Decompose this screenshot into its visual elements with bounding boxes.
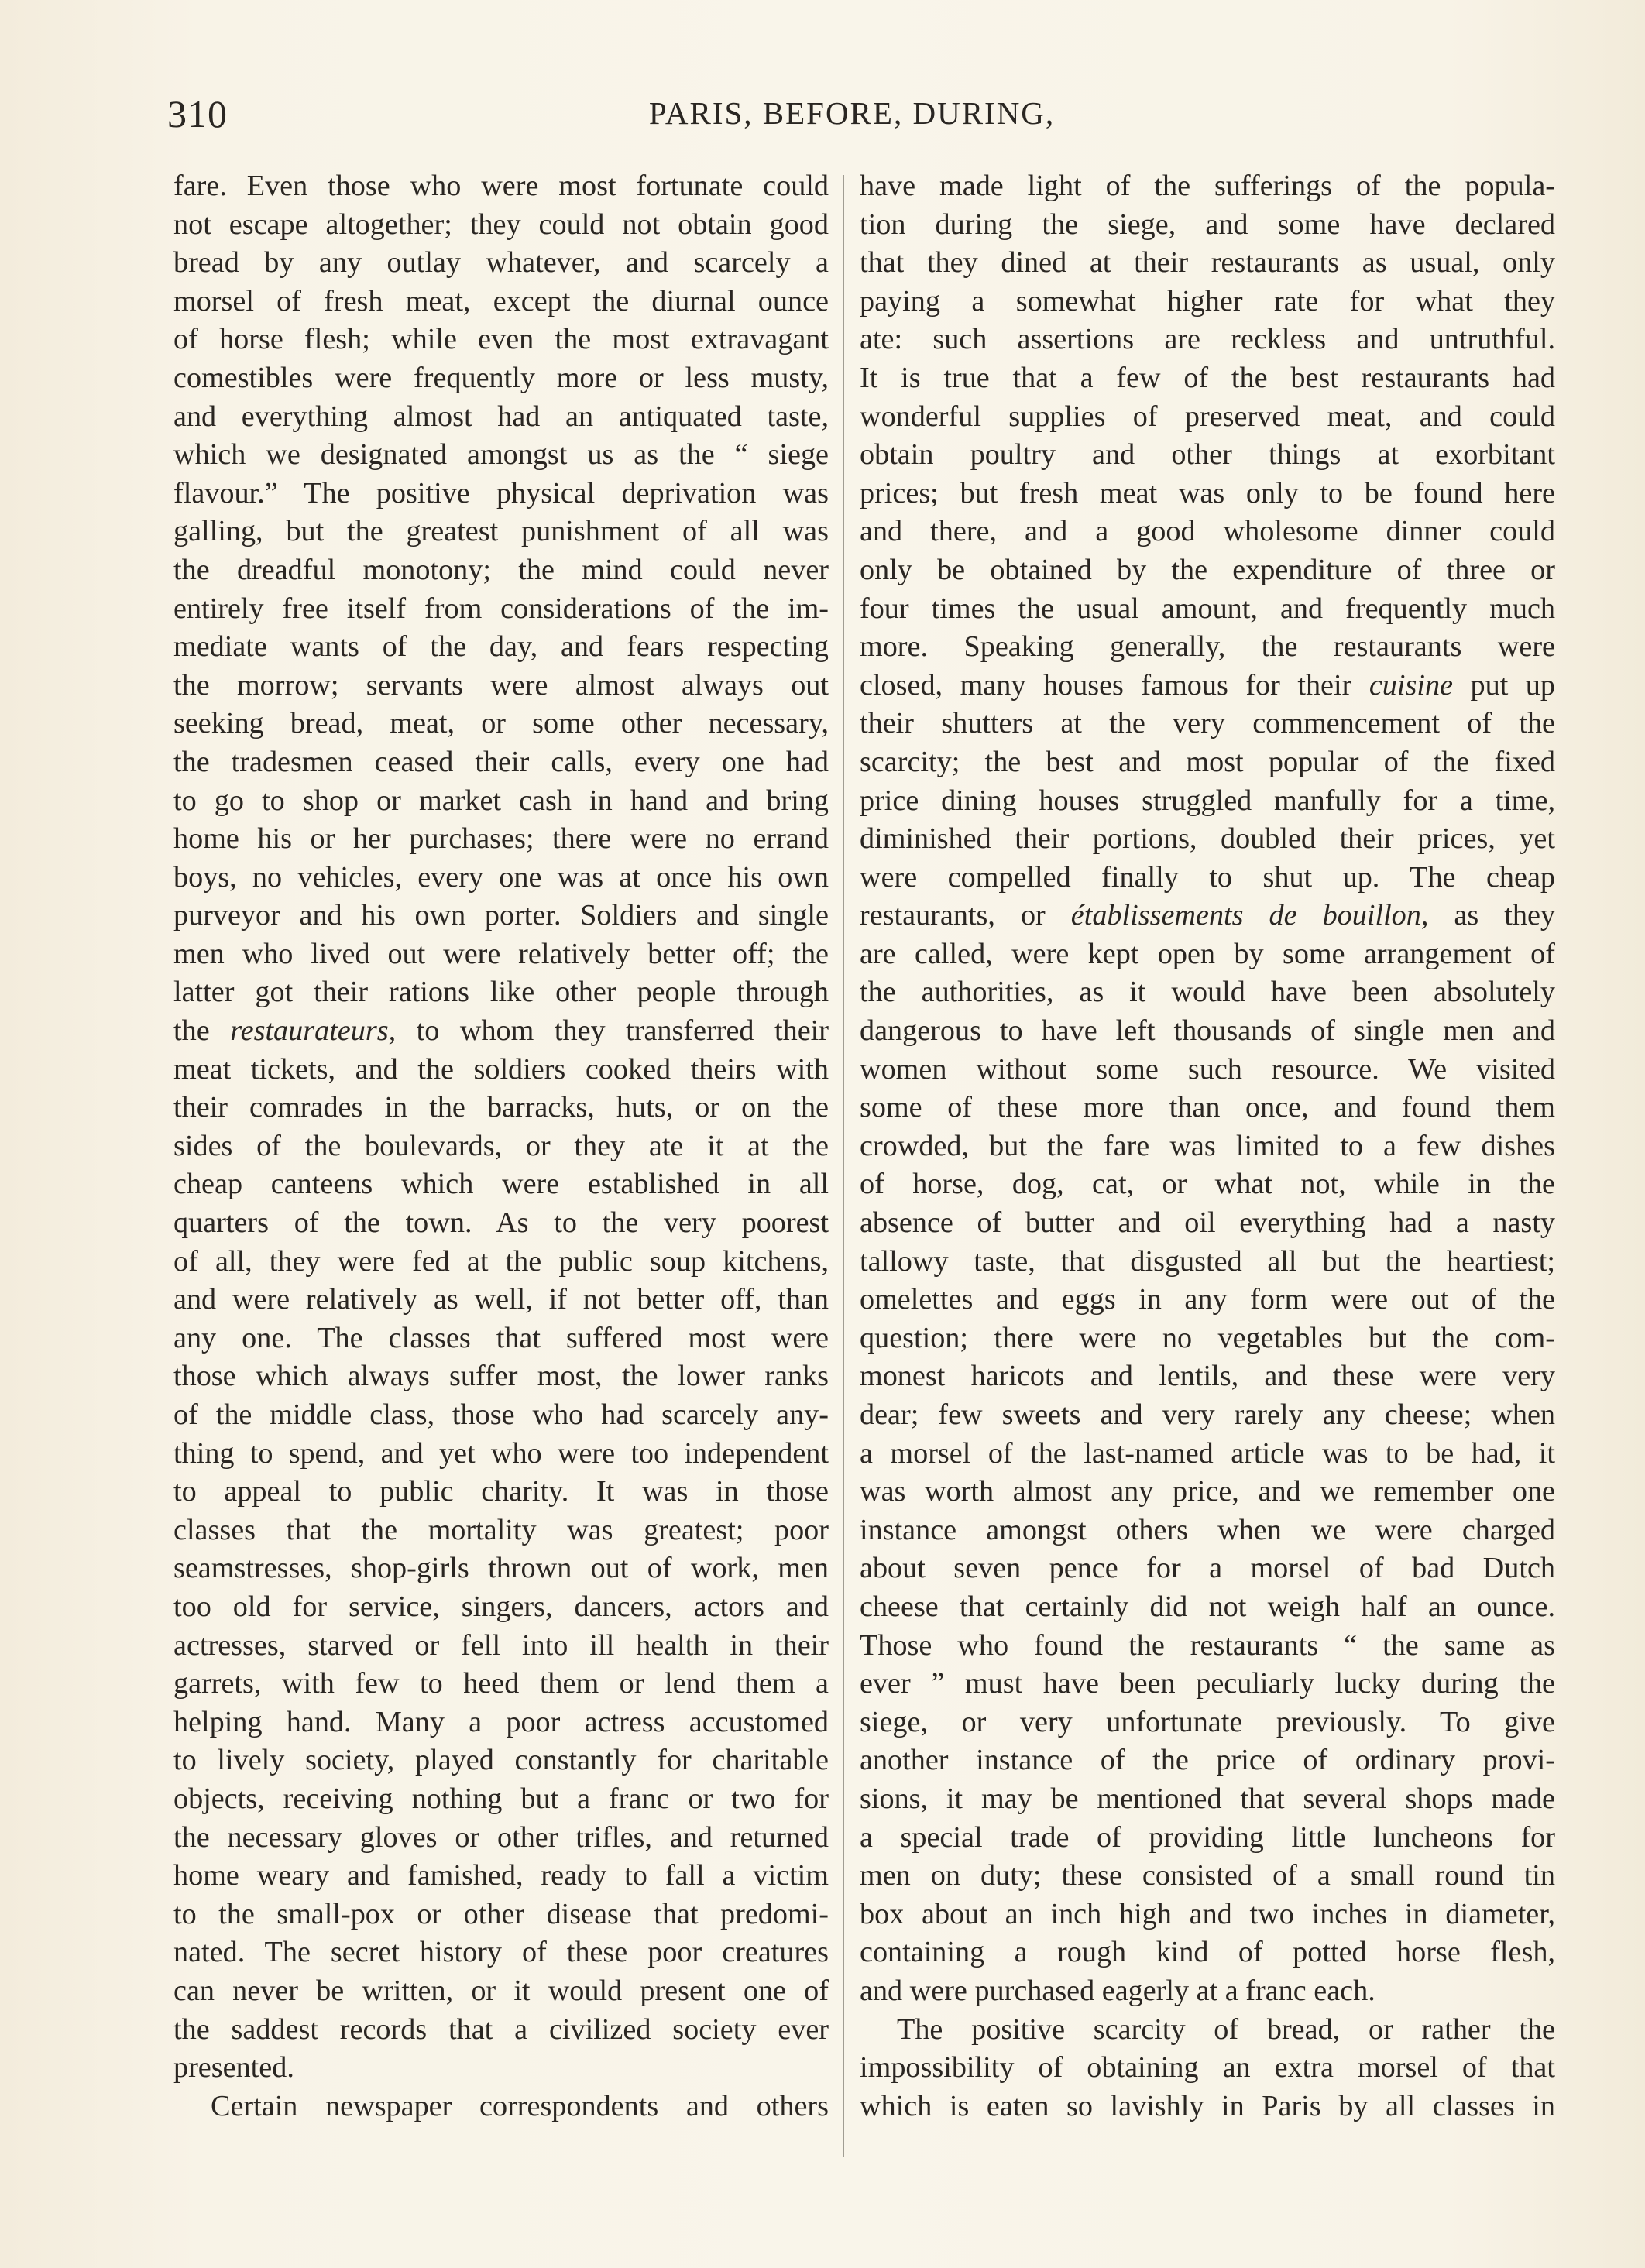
text-line [173, 935, 829, 974]
text-line-segment: and there, and a good wholesome dinner could [860, 515, 1555, 548]
text-line-segment: and were relatively as well, if not better off, than [173, 1283, 829, 1316]
text-line-segment: any one. The classes that suffered most were [173, 1321, 829, 1354]
text-line [173, 513, 829, 551]
text-line [860, 1972, 1555, 2011]
text-line-segment: helping hand. Many a poor actress accustomed [173, 1705, 829, 1738]
text-line-segment: a special trade of providing little luncheons for [860, 1820, 1555, 1854]
text-line-segment: home weary and famished, ready to fall a victim [173, 1859, 829, 1892]
text-line-segment: closed, many houses famous for their [860, 668, 1369, 702]
text-line-segment: to go to shop or market cash in hand and bring [173, 784, 829, 817]
text-line-segment: fare. Even those who were most fortunate could [173, 170, 829, 202]
text-line-segment: which we designated amongst us as the “ siege [173, 438, 829, 472]
text-line [860, 1933, 1555, 1972]
text-line-segment: monest haricots and lentils, and these were very [860, 1360, 1555, 1393]
text-line [173, 628, 829, 667]
text-line-segment: paying a somewhat higher rate for what they [860, 284, 1555, 317]
text-line [173, 743, 829, 782]
text-line-segment: the morrow; servants were almost always out [173, 668, 829, 702]
text-line [173, 436, 829, 475]
text-line-segment: those which always suffer most, the lower ranks [173, 1360, 829, 1393]
text-line-segment: the dreadful monotony; the mind could never [173, 553, 829, 586]
text-line-segment: about seven pence for a morsel of bad Dutch [860, 1552, 1555, 1585]
text-line [173, 1243, 829, 1282]
right-text-column [860, 167, 1555, 2126]
left-text-column [173, 167, 829, 2126]
text-line [173, 897, 829, 935]
text-line [173, 782, 829, 821]
text-line-segment: diminished their portions, doubled their prices, yet [860, 822, 1555, 856]
text-line-segment: women without some such resource. We visited [860, 1052, 1555, 1086]
text-line-segment: scarcity; the best and most popular of the fixed [860, 745, 1555, 778]
text-line-segment: impossibility of obtaining an extra morsel of that [860, 2051, 1555, 2084]
text-line [173, 1933, 829, 1972]
text-line [173, 590, 829, 629]
page-header [167, 91, 1537, 138]
text-line [173, 1972, 829, 2011]
text-line-segment: presented. [173, 2051, 294, 2084]
text-line-segment: have made light of the sufferings of the popula- [860, 170, 1555, 202]
text-line-segment: obtain poultry and other things at exorbitant [860, 438, 1555, 472]
text-line [860, 1511, 1555, 1550]
text-line [860, 1588, 1555, 1627]
text-line-segment: another instance of the price of ordinary provi- [860, 1744, 1555, 1777]
text-line-segment: to lively society, played constantly for charitable [173, 1744, 829, 1777]
text-line [173, 1819, 829, 1858]
text-line-segment: to whom they transferred their [396, 1014, 829, 1048]
text-line-segment: a morsel of the last-named article was to be had, it [860, 1436, 1555, 1470]
italic-term: restaurateurs, [230, 1014, 397, 1048]
text-line [173, 321, 829, 359]
text-line [173, 2088, 829, 2126]
text-line-segment: sions, it may be mentioned that several shops made [860, 1782, 1555, 1815]
text-line-segment: and everything almost had an antiquated taste, [173, 400, 829, 433]
text-line [173, 1127, 829, 1166]
text-line-segment: box about an inch high and two inches in diameter, [860, 1897, 1555, 1930]
text-line [860, 2049, 1555, 2088]
text-line-segment: purveyor and his own porter. Soldiers and single [173, 899, 829, 932]
text-line-segment: It is true that a few of the best restaurants had [860, 361, 1555, 394]
text-line [173, 1857, 829, 1896]
text-line-segment: the necessary gloves or other trifles, and returned [173, 1820, 829, 1854]
text-line-segment: instance amongst others when we were charged [860, 1513, 1555, 1546]
text-line [173, 1204, 829, 1243]
text-line-segment: not escape altogether; they could not obtain good [173, 208, 829, 241]
text-line-segment: Those who found the restaurants “ the same as [860, 1628, 1555, 1662]
text-line [173, 1780, 829, 1819]
text-line [860, 1549, 1555, 1588]
text-line-segment: were compelled finally to shut up. The cheap [860, 860, 1555, 894]
text-line [860, 1473, 1555, 1511]
text-line [860, 167, 1555, 206]
text-line [860, 1780, 1555, 1819]
text-line [173, 1704, 829, 1742]
text-line [860, 1012, 1555, 1051]
text-line [860, 244, 1555, 283]
text-line-segment: was worth almost any price, and we remember one [860, 1475, 1555, 1508]
text-line-segment: to the small-pox or other disease that predomi- [173, 1897, 829, 1930]
text-line-segment: are called, were kept open by some arrangement of [860, 937, 1555, 970]
text-line-segment: wonderful supplies of preserved meat, and could [860, 400, 1555, 433]
text-line-segment: absence of butter and oil everything had a nasty [860, 1206, 1555, 1240]
text-line [173, 1511, 829, 1550]
text-line [173, 551, 829, 590]
text-line-segment: men on duty; these consisted of a small round tin [860, 1859, 1555, 1892]
text-line [860, 1819, 1555, 1858]
text-line [860, 551, 1555, 590]
text-line-segment: prices; but fresh meat was only to be found here [860, 476, 1555, 510]
text-line-segment: their comrades in the barracks, huts, or on the [173, 1091, 829, 1124]
text-line [173, 1741, 829, 1780]
text-line-segment: latter got their rations like other people through [173, 976, 829, 1009]
text-line-segment: nated. The secret history of these poor creatures [173, 1936, 829, 1969]
text-line [173, 705, 829, 743]
text-line [173, 359, 829, 398]
italic-term: établissements de bouillon, [1070, 899, 1429, 932]
text-line-segment: ever ” must have been peculiarly lucky during the [860, 1667, 1555, 1700]
text-line [173, 1549, 829, 1588]
text-line-segment: ate: such assertions are reckless and untruthful. [860, 323, 1555, 356]
text-line-segment: The positive scarcity of bread, or rather the [897, 2012, 1555, 2046]
text-line [173, 398, 829, 437]
text-line [173, 206, 829, 245]
text-line [173, 1627, 829, 1666]
text-line [860, 1704, 1555, 1742]
text-line-segment: boys, no vehicles, every one was at once his own [173, 860, 829, 894]
text-line-segment: tion during the siege, and some have declared [860, 208, 1555, 241]
text-line-segment: siege, or very unfortunate previously. To give [860, 1705, 1555, 1738]
text-line-segment: flavour.” The positive physical deprivation was [173, 476, 829, 510]
text-line [860, 436, 1555, 475]
text-line-segment: restaurants, or [860, 899, 1071, 932]
text-line [860, 935, 1555, 974]
text-line [173, 1396, 829, 1435]
text-line [860, 743, 1555, 782]
text-line-segment: objects, receiving nothing but a franc or two for [173, 1782, 829, 1815]
text-line [173, 1012, 829, 1051]
text-line [860, 1665, 1555, 1704]
text-line-segment: of the middle class, those who had scarcely any- [173, 1398, 829, 1431]
text-line-segment: thing to spend, and yet who were too independent [173, 1436, 829, 1470]
text-line [860, 2088, 1555, 2126]
text-line-segment: classes that the mortality was greatest; poor [173, 1513, 829, 1546]
text-line-segment: crowded, but the fare was limited to a few dishes [860, 1129, 1555, 1162]
text-line-segment: more. Speaking generally, the restaurants were [860, 630, 1555, 664]
text-line [860, 1051, 1555, 1089]
text-line-segment: the [173, 1014, 231, 1048]
text-line-segment: that they dined at their restaurants as usual, only [860, 246, 1555, 280]
text-line [860, 1896, 1555, 1934]
text-line-segment: question; there were no vegetables but the com- [860, 1321, 1555, 1354]
text-line-segment: bread by any outlay whatever, and scarcely a [173, 246, 829, 280]
text-line [860, 1319, 1555, 1358]
text-line [173, 820, 829, 859]
text-line-segment: and were purchased eagerly at a franc each. [860, 1974, 1375, 2007]
text-line [173, 167, 829, 206]
text-line-segment: containing a rough kind of potted horse flesh, [860, 1936, 1555, 1969]
text-line [173, 1165, 829, 1204]
text-line-segment: mediate wants of the day, and fears respecting [173, 630, 829, 664]
text-line-segment: Certain newspaper correspondents and others [211, 2089, 829, 2122]
text-line [860, 475, 1555, 513]
text-line [860, 1627, 1555, 1666]
text-line-segment: garrets, with few to heed them or lend them a [173, 1667, 829, 1700]
text-line-segment: meat tickets, and the soldiers cooked theirs with [173, 1052, 829, 1086]
text-line-segment: entirely free itself from considerations of the im- [173, 592, 829, 625]
text-line [860, 667, 1555, 705]
text-line-segment: seamstresses, shop-girls thrown out of work, men [173, 1552, 829, 1585]
text-line-segment: four times the usual amount, and frequently much [860, 592, 1555, 625]
text-line [173, 1665, 829, 1704]
text-line-segment: can never be written, or it would present one of [173, 1974, 829, 2007]
text-line-segment: of horse flesh; while even the most extravagant [173, 323, 829, 356]
text-line [860, 513, 1555, 551]
italic-term: cuisine [1369, 668, 1453, 702]
text-line [860, 321, 1555, 359]
text-line-segment: dangerous to have left thousands of single men and [860, 1014, 1555, 1048]
text-line [860, 782, 1555, 821]
text-line [860, 1243, 1555, 1282]
text-line [173, 1089, 829, 1127]
text-line-segment: only be obtained by the expenditure of three or [860, 553, 1555, 586]
text-line [173, 244, 829, 283]
text-line [860, 1204, 1555, 1243]
text-line-segment: of horse, dog, cat, or what not, while in the [860, 1168, 1555, 1201]
text-line-segment: men who lived out were relatively better off; the [173, 937, 829, 970]
text-line [860, 359, 1555, 398]
running-head: PARIS, BEFORE, DURING, [648, 95, 1056, 131]
text-line-segment: sides of the boulevards, or they ate it at the [173, 1129, 829, 1162]
text-line-segment: which is eaten so lavishly in Paris by all classes in [860, 2089, 1555, 2122]
text-line [173, 1357, 829, 1396]
text-line-segment: to appeal to public charity. It was in those [173, 1475, 829, 1508]
text-line-segment: quarters of the town. As to the very poorest [173, 1206, 829, 1240]
text-line [173, 1281, 829, 1319]
text-line [173, 283, 829, 321]
text-line-segment: tallowy taste, that disgusted all but the heartiest; [860, 1244, 1555, 1278]
text-line-segment: too old for service, singers, dancers, actors and [173, 1590, 829, 1623]
text-line [860, 897, 1555, 935]
text-line-segment: seeking bread, meat, or some other necessary, [173, 707, 829, 740]
text-line [860, 206, 1555, 245]
text-line-segment: home his or her purchases; there were no errand [173, 822, 829, 856]
text-line-segment: omelettes and eggs in any form were out of the [860, 1283, 1555, 1316]
text-line [860, 1281, 1555, 1319]
text-line-segment: put up [1453, 668, 1555, 702]
text-line-segment: the saddest records that a civilized society ever [173, 2012, 829, 2046]
text-line [860, 283, 1555, 321]
text-line-segment: morsel of fresh meat, except the diurnal ounce [173, 284, 829, 317]
text-line-segment: some of these more than once, and found them [860, 1091, 1555, 1124]
text-line [860, 859, 1555, 897]
text-line [860, 1435, 1555, 1474]
text-line [173, 2011, 829, 2050]
text-line [860, 398, 1555, 437]
text-line [860, 1127, 1555, 1166]
text-line [860, 1165, 1555, 1204]
text-line-segment: their shutters at the very commencement of the [860, 707, 1555, 740]
text-line [173, 2049, 829, 2088]
text-line [173, 667, 829, 705]
text-line [173, 1051, 829, 1089]
text-line-segment: cheese that certainly did not weigh half an ounce. [860, 1590, 1555, 1623]
text-line [173, 859, 829, 897]
page-number: 310 [167, 92, 228, 136]
text-line [860, 1089, 1555, 1127]
text-line [173, 1435, 829, 1474]
text-line [860, 820, 1555, 859]
text-line [860, 1857, 1555, 1896]
text-line [173, 1588, 829, 1627]
text-line-segment: galling, but the greatest punishment of all was [173, 515, 829, 548]
text-line-segment: cheap canteens which were established in all [173, 1168, 829, 1201]
text-line [860, 628, 1555, 667]
text-line [173, 1896, 829, 1934]
text-line [860, 590, 1555, 629]
text-line [173, 973, 829, 1012]
text-line [860, 705, 1555, 743]
text-line-segment: the authorities, as it would have been absolutely [860, 976, 1555, 1009]
column-divider [843, 175, 844, 2157]
text-line-segment: as they [1428, 899, 1555, 932]
text-line-segment: price dining houses struggled manfully for a time, [860, 784, 1555, 817]
text-line [860, 973, 1555, 1012]
text-line [173, 1319, 829, 1358]
text-line-segment: comestibles were frequently more or less musty, [173, 361, 829, 394]
text-line [173, 1473, 829, 1511]
text-line [860, 1741, 1555, 1780]
text-line [173, 475, 829, 513]
text-line-segment: actresses, starved or fell into ill health in their [173, 1628, 829, 1662]
text-line-segment: the tradesmen ceased their calls, every one had [173, 745, 829, 778]
text-line [860, 1396, 1555, 1435]
text-line [860, 2011, 1555, 2050]
text-line-segment: of all, they were fed at the public soup kitchens, [173, 1244, 829, 1278]
text-line-segment: dear; few sweets and very rarely any cheese; when [860, 1398, 1555, 1431]
text-line [860, 1357, 1555, 1396]
